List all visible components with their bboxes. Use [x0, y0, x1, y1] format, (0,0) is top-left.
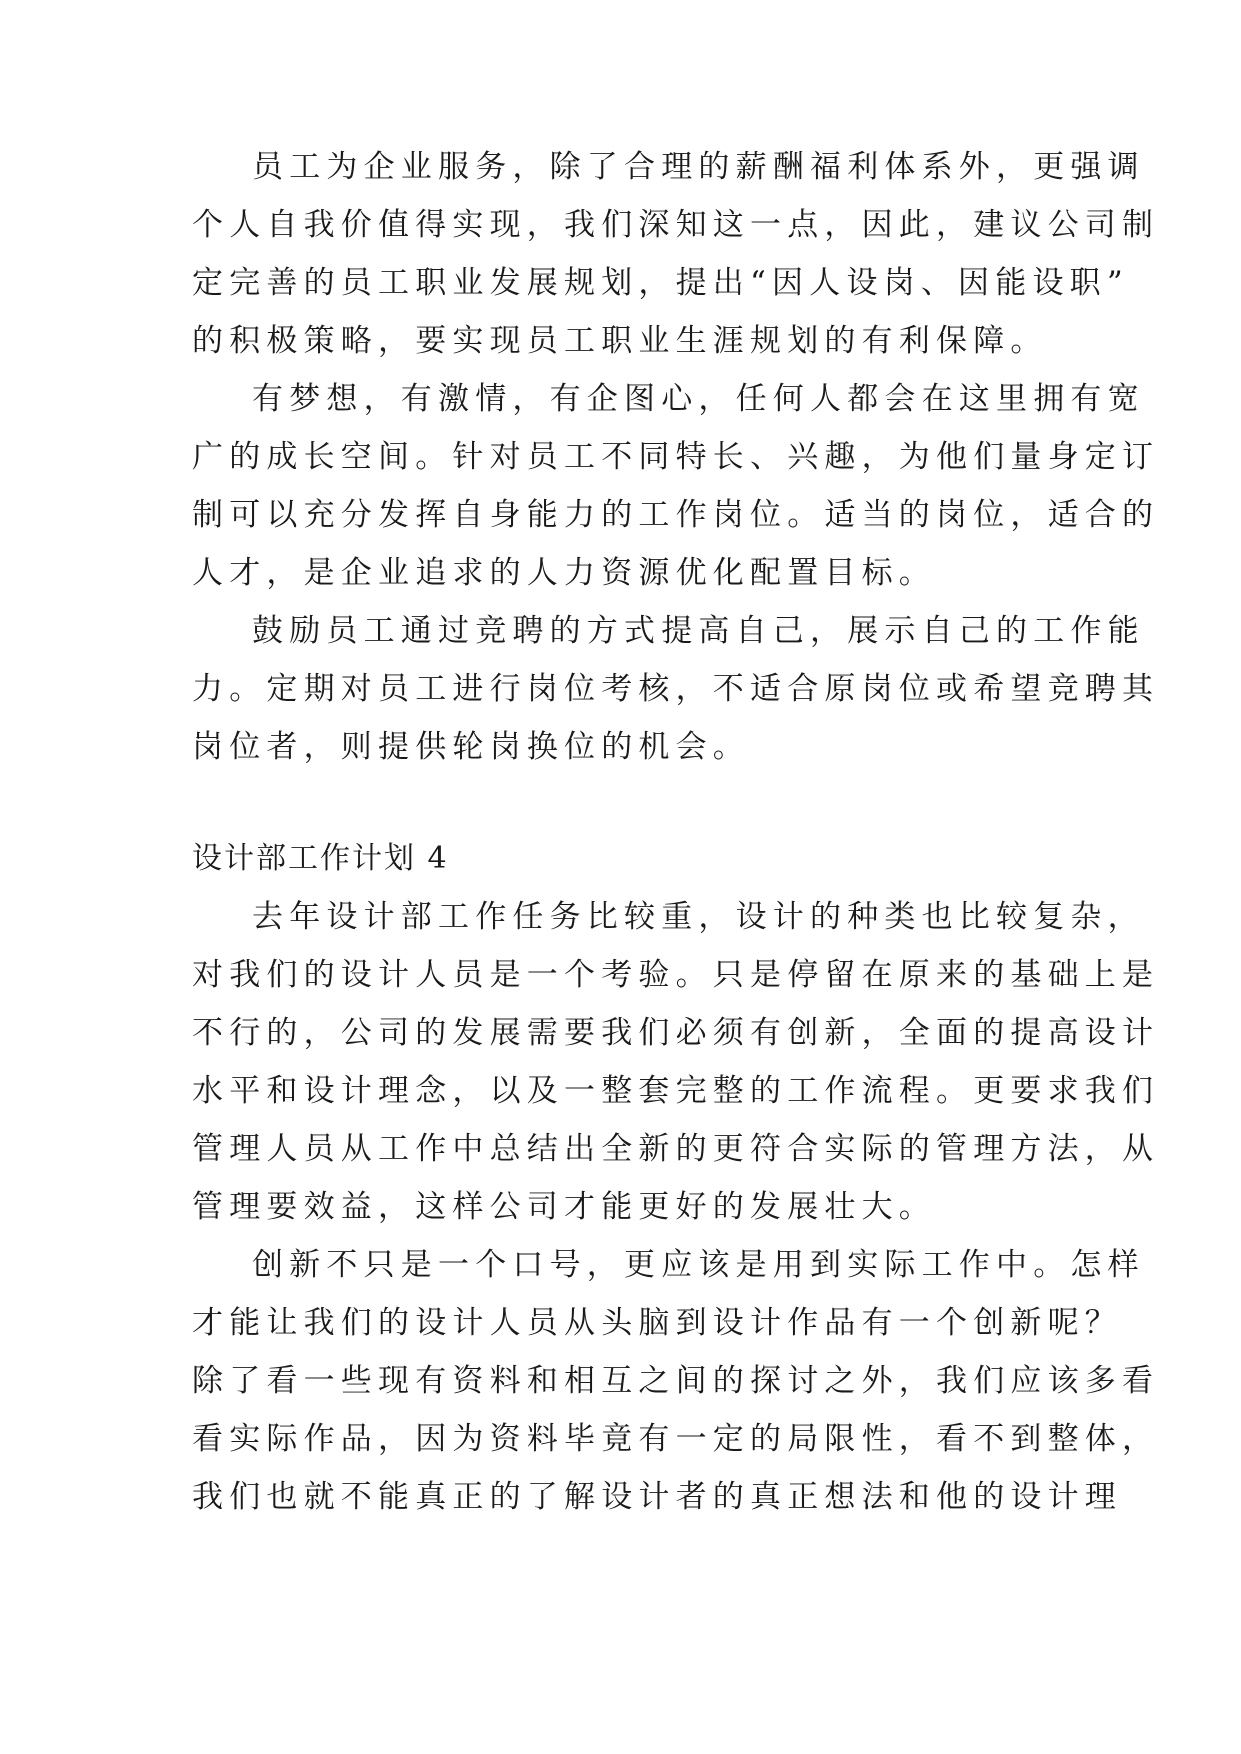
paragraph-line: 力。定期对员工进行岗位考核，不适合原岗位或希望竞聘其 [192, 671, 1160, 707]
paragraph-line: 广的成长空间。针对员工不同特长、兴趣，为他们量身定订 [192, 439, 1160, 475]
paragraph-line: 我们也就不能真正的了解设计者的真正想法和他的设计理 [192, 1479, 1122, 1515]
paragraph-line: 除了看一些现有资料和相互之间的探讨之外，我们应该多看 [192, 1363, 1160, 1399]
paragraph-line: 去年设计部工作任务比较重，设计的种类也比较复杂， [252, 899, 1145, 935]
paragraph-line: 员工为企业服务，除了合理的薪酬福利体系外，更强调 [252, 149, 1145, 185]
paragraph-line: 的积极策略，要实现员工职业生涯规划的有利保障。 [192, 323, 1048, 359]
paragraph-line: 定完善的员工职业发展规划，提出“因人设岗、因能设职” [192, 265, 1129, 301]
paragraph-line: 对我们的设计人员是一个考验。只是停留在原来的基础上是 [192, 957, 1160, 993]
paragraph-line: 管理要效益，这样公司才能更好的发展壮大。 [192, 1189, 936, 1225]
paragraph-line: 才能让我们的设计人员从头脑到设计作品有一个创新呢？ [192, 1305, 1122, 1341]
paragraph-line: 岗位者，则提供轮岗换位的机会。 [192, 729, 750, 765]
paragraph-line: 不行的，公司的发展需要我们必须有创新，全面的提高设计 [192, 1015, 1160, 1051]
paragraph-line: 管理人员从工作中总结出全新的更符合实际的管理方法，从 [192, 1131, 1160, 1167]
paragraph-line: 看实际作品，因为资料毕竟有一定的局限性，看不到整体， [192, 1421, 1160, 1457]
paragraph-line: 制可以充分发挥自身能力的工作岗位。适当的岗位，适合的 [192, 497, 1160, 533]
paragraph-line: 有梦想，有激情，有企图心，任何人都会在这里拥有宽 [252, 381, 1145, 417]
paragraph-line: 个人自我价值得实现，我们深知这一点，因此，建议公司制 [192, 207, 1160, 243]
paragraph-line: 水平和设计理念，以及一整套完整的工作流程。更要求我们 [192, 1073, 1160, 1109]
paragraph-line: 创新不只是一个口号，更应该是用到实际工作中。怎样 [252, 1247, 1145, 1283]
paragraph-line: 鼓励员工通过竞聘的方式提高自己，展示自己的工作能 [252, 613, 1145, 649]
paragraph-line: 人才，是企业追求的人力资源优化配置目标。 [192, 555, 936, 591]
section-heading: 设计部工作计划 4 [192, 841, 449, 876]
